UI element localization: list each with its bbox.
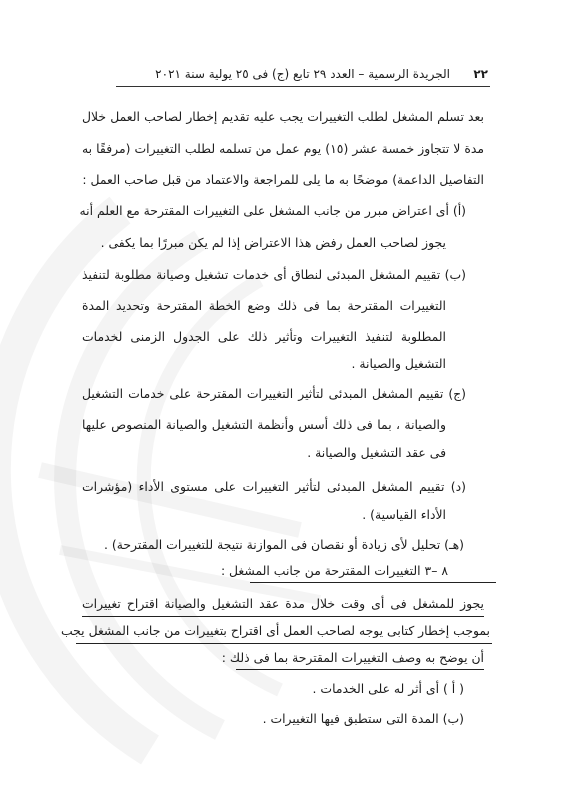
paragraph-line: بعد تسلم المشغل لطلب التغييرات يجب عليه تقديم إخطار لصاحب العمل خلال [82, 109, 484, 124]
section-heading: ٨ –٣ التغييرات المقترحة من جانب المشغل : [220, 563, 448, 578]
gazette-title: الجريدة الرسمية – العدد ٢٩ تابع (ج) فى ٢٥ يولية سنة ٢٠٢١ [155, 67, 450, 81]
list-item-b-cont: المطلوبة لتنفيذ التغييرات وتأثير ذلك على الجدول الزمنى لخدمات [82, 329, 446, 344]
list-item-b-cont: التشغيل والصيانة . [351, 356, 446, 371]
list-item-c-cont: فى عقد التشغيل والصيانة . [307, 445, 446, 460]
paragraph-line: يجوز للمشغل فى أى وقت خلال مدة عقد التشغيل والصيانة اقتراح تغييرات [82, 596, 484, 611]
list-item-b: (ب) تقييم المشغل المبدئى لنطاق أى خدمات تشغيل وصيانة مطلوبة لتنفيذ [82, 267, 466, 282]
paragraph-line: التفاصيل الداعمة) موضحًا به ما يلى للمراجعة والاعتماد من قبل صاحب العمل : [82, 172, 484, 187]
paragraph-underline [76, 643, 492, 644]
paragraph-line: أن يوضح به وصف التغييرات المقترحة بما فى ذلك : [221, 650, 484, 665]
list-item-b-cont: التغييرات المقترحة بما فى ذلك وضع الخطة المقترحة وتحديد المدة [82, 298, 446, 313]
paragraph-underline [82, 616, 484, 617]
list2-item-a: ( أ ) أى أثر له على الخدمات . [312, 681, 464, 696]
page-header [118, 64, 488, 84]
header-divider [116, 86, 490, 87]
heading-underline [250, 582, 496, 583]
list-item-e: (هـ) تحليل لأى زيادة أو نقصان فى الموازنة نتيجة للتغييرات المقترحة) . [103, 537, 464, 552]
list-item-c-cont: والصيانة ، بما فى ذلك أسس وأنظمة التشغيل والصيانة المنصوص عليها [82, 417, 446, 432]
list-item-d-cont: الأداء القياسية) . [362, 507, 446, 522]
paragraph-line: مدة لا تتجاوز خمسة عشر (١٥) يوم عمل من تسلمه لطلب التغييرات (مرفقًا به [82, 141, 484, 156]
paragraph-line: بموجب إخطار كتابى يوجه لصاحب العمل أى اقتراح بتغييرات من جانب المشغل يجب [61, 623, 490, 638]
list-item-d: (د) تقييم المشغل المبدئى لتأثير التغييرات على مستوى الأداء (مؤشرات [82, 479, 466, 494]
page-number: ٢٢ [473, 67, 488, 81]
list-item-c: (ج) تقييم المشغل المبدئى لتأثير التغييرات المقترحة على خدمات التشغيل [82, 386, 466, 401]
list-item-a: (أ) أى اعتراض مبرر من جانب المشغل على التغييرات المقترحة مع العلم أنه [79, 203, 466, 218]
paragraph-underline [236, 669, 484, 670]
list-item-a-cont: يجوز لصاحب العمل رفض هذا الاعتراض إذا لم يكن مبررًا بما يكفى . [100, 235, 446, 250]
list2-item-b: (ب) المدة التى ستطبق فيها التغييرات . [262, 711, 464, 726]
